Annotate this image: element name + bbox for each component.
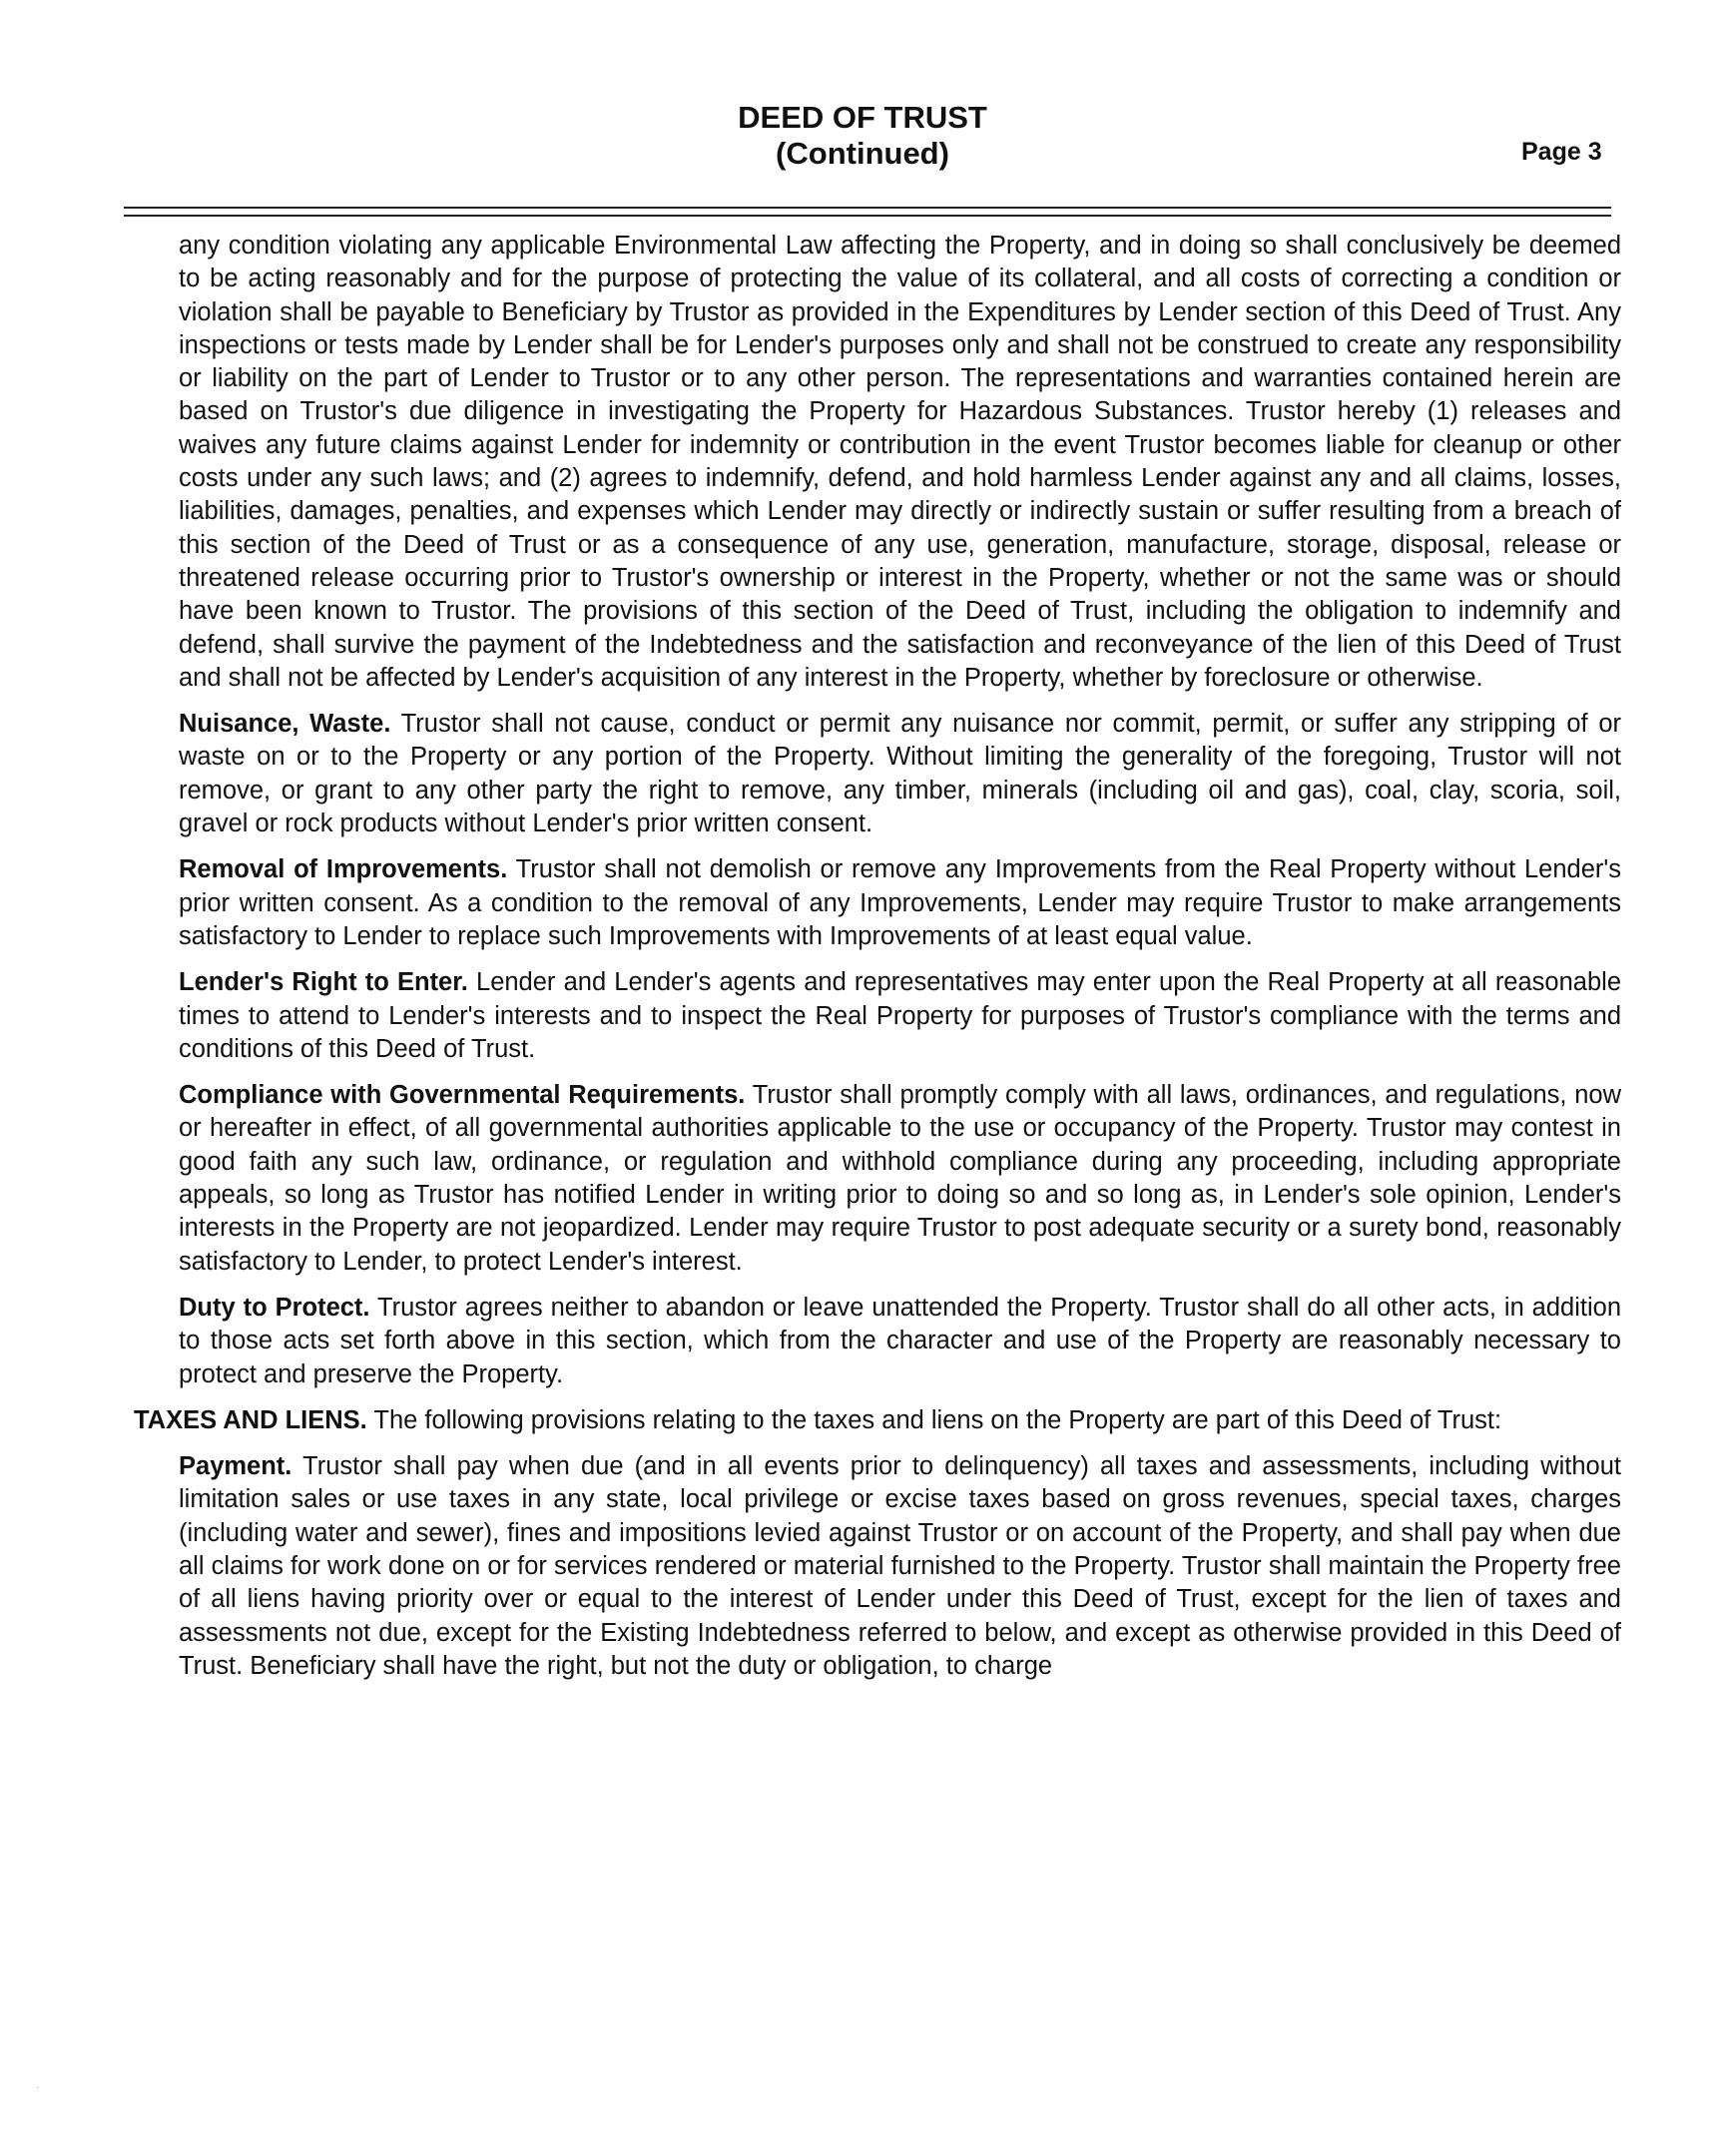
scan-speck: · (36, 2082, 40, 2093)
section-heading: TAXES AND LIENS. (134, 1405, 367, 1434)
paragraph-text: Trustor agrees neither to abandon or leave unattended the Property. Trustor shall do all other acts, in addition to those acts set forth above in this section, which from the character and use of the Property are reasonably necessary to protect and preserve the Property. (179, 1293, 1622, 1388)
paragraph-text: Lender and Lender's agents and representatives may enter upon the Real Property at all reasonable times to attend to Lender's interests and to inspect the Real Property for purposes of Trustor's compliance with the terms and conditions of this Deed of Trust. (179, 968, 1621, 1063)
document-body (134, 230, 1621, 1696)
paragraph-lenders-right-to-enter (179, 966, 1621, 1066)
paragraph-text: Trustor shall not demolish or remove any Improvements from the Real Property without Lender's prior written consent. As a condition to the removal of any Improvements, Lender may require Trustor to make arrangements satisfactory to Lender to replace such Improvements with Improvements of at least equal value. (179, 855, 1622, 950)
paragraph-text: Trustor shall pay when due (and in all events prior to delinquency) all taxes and assessments, including without limitation sales or use taxes in any state, local privilege or excise taxes based on gross revenues, special taxes, charges (including water and sewer), fines and impositions levied against Trustor or on account of the Property, and shall pay when due all claims for work done on or for services rendered or material furnished to the Property. Trustor shall maintain the Property free of all liens having priority over or equal to the interest of Lender under this Deed of Trust, except for the lien of taxes and assessments not due, except for the Existing Indebtedness referred to below, and except as otherwise provided in this Deed of Trust. Beneficiary shall have the right, but not the duty or obligation, to charge (179, 1452, 1621, 1680)
header-rule-bottom (124, 215, 1611, 217)
paragraph-duty-to-protect (179, 1292, 1621, 1391)
paragraph-nuisance-waste (179, 708, 1621, 840)
paragraph-heading: Payment. (179, 1452, 292, 1481)
paragraph-removal-of-improvements (179, 853, 1621, 953)
page-number: Page 3 (1521, 138, 1602, 166)
paragraph-environmental-continued (179, 230, 1621, 695)
paragraph-heading: Compliance with Governmental Requirements. (179, 1081, 746, 1110)
section-text: The following provisions relating to the taxes and liens on the Property are part of this Deed of Trust: (373, 1405, 1502, 1434)
paragraph-compliance (179, 1079, 1621, 1279)
paragraph-heading: Nuisance, Waste. (179, 710, 391, 739)
paragraph-heading: Removal of Improvements. (179, 855, 508, 884)
section-taxes-and-liens (134, 1404, 1621, 1437)
title-line-2: (Continued) (776, 136, 949, 171)
paragraph-text: Trustor shall not cause, conduct or permit any nuisance nor commit, permit, or suffer any stripping of or waste on or to the Property or any portion of the Property. Without limiting the generality of the foregoing, Trustor will not remove, or grant to any other party the right to remove, any timber, minerals (including oil and gas), coal, clay, scoria, soil, gravel or rock products without Lender's prior written consent. (179, 710, 1622, 838)
document-title (0, 100, 1725, 172)
header-rule-top (124, 207, 1611, 209)
paragraph-heading: Lender's Right to Enter. (179, 968, 468, 997)
paragraph-text: Trustor shall promptly comply with all laws, ordinances, and regulations, now or hereafter in effect, of all governmental authorities applicable to the use or occupancy of the Property. Trustor may contest in good faith any such law, ordinance, or regulation and withhold compliance during any proceeding, including appropriate appeals, so long as Trustor has notified Lender in writing prior to doing so and so long as, in Lender's sole opinion, Lender's interests in the Property are not jeopardized. Lender may require Trustor to post adequate security or a surety bond, reasonably satisfactory to Lender, to protect Lender's interest. (179, 1081, 1621, 1276)
paragraph-text: any condition violating any applicable Environmental Law affecting the Property, and in doing so shall conclusively be deemed to be acting reasonably and for the purpose of protecting the value of its collateral, and all costs of correcting a condition or violation shall be payable to Beneficiary by Trustor as provided in the Expenditures by Lender section of this Deed of Trust. Any inspections or tests made by Lender shall be for Lender's purposes only and shall not be construed to create any responsibility or liability on the part of Lender to Trustor or to any other person. The representations and warranties contained herein are based on Trustor's due diligence in investigating the Property for Hazardous Substances. Trustor hereby (1) releases and waives any future claims against Lender for indemnity or contribution in the event Trustor becomes liable for cleanup or other costs under any such laws; and (2) agrees to indemnify, defend, and hold harmless Lender against any and all claims, losses, liabilities, damages, penalties, and expenses which Lender may directly or indirectly sustain or suffer resulting from a breach of this section of the Deed of Trust or as a consequence of any use, generation, manufacture, storage, disposal, release or threatened release occurring prior to Trustor's ownership or interest in the Property, whether or not the same was or should have been known to Trustor. The provisions of this section of the Deed of Trust, including the obligation to indemnify and defend, shall survive the payment of the Indebtedness and the satisfaction and reconveyance of the lien of this Deed of Trust and shall not be affected by Lender's acquisition of any interest in the Property, whether by foreclosure or otherwise. (179, 232, 1621, 692)
paragraph-payment (179, 1450, 1621, 1683)
title-line-1: DEED OF TRUST (738, 100, 987, 135)
paragraph-heading: Duty to Protect. (179, 1293, 370, 1322)
